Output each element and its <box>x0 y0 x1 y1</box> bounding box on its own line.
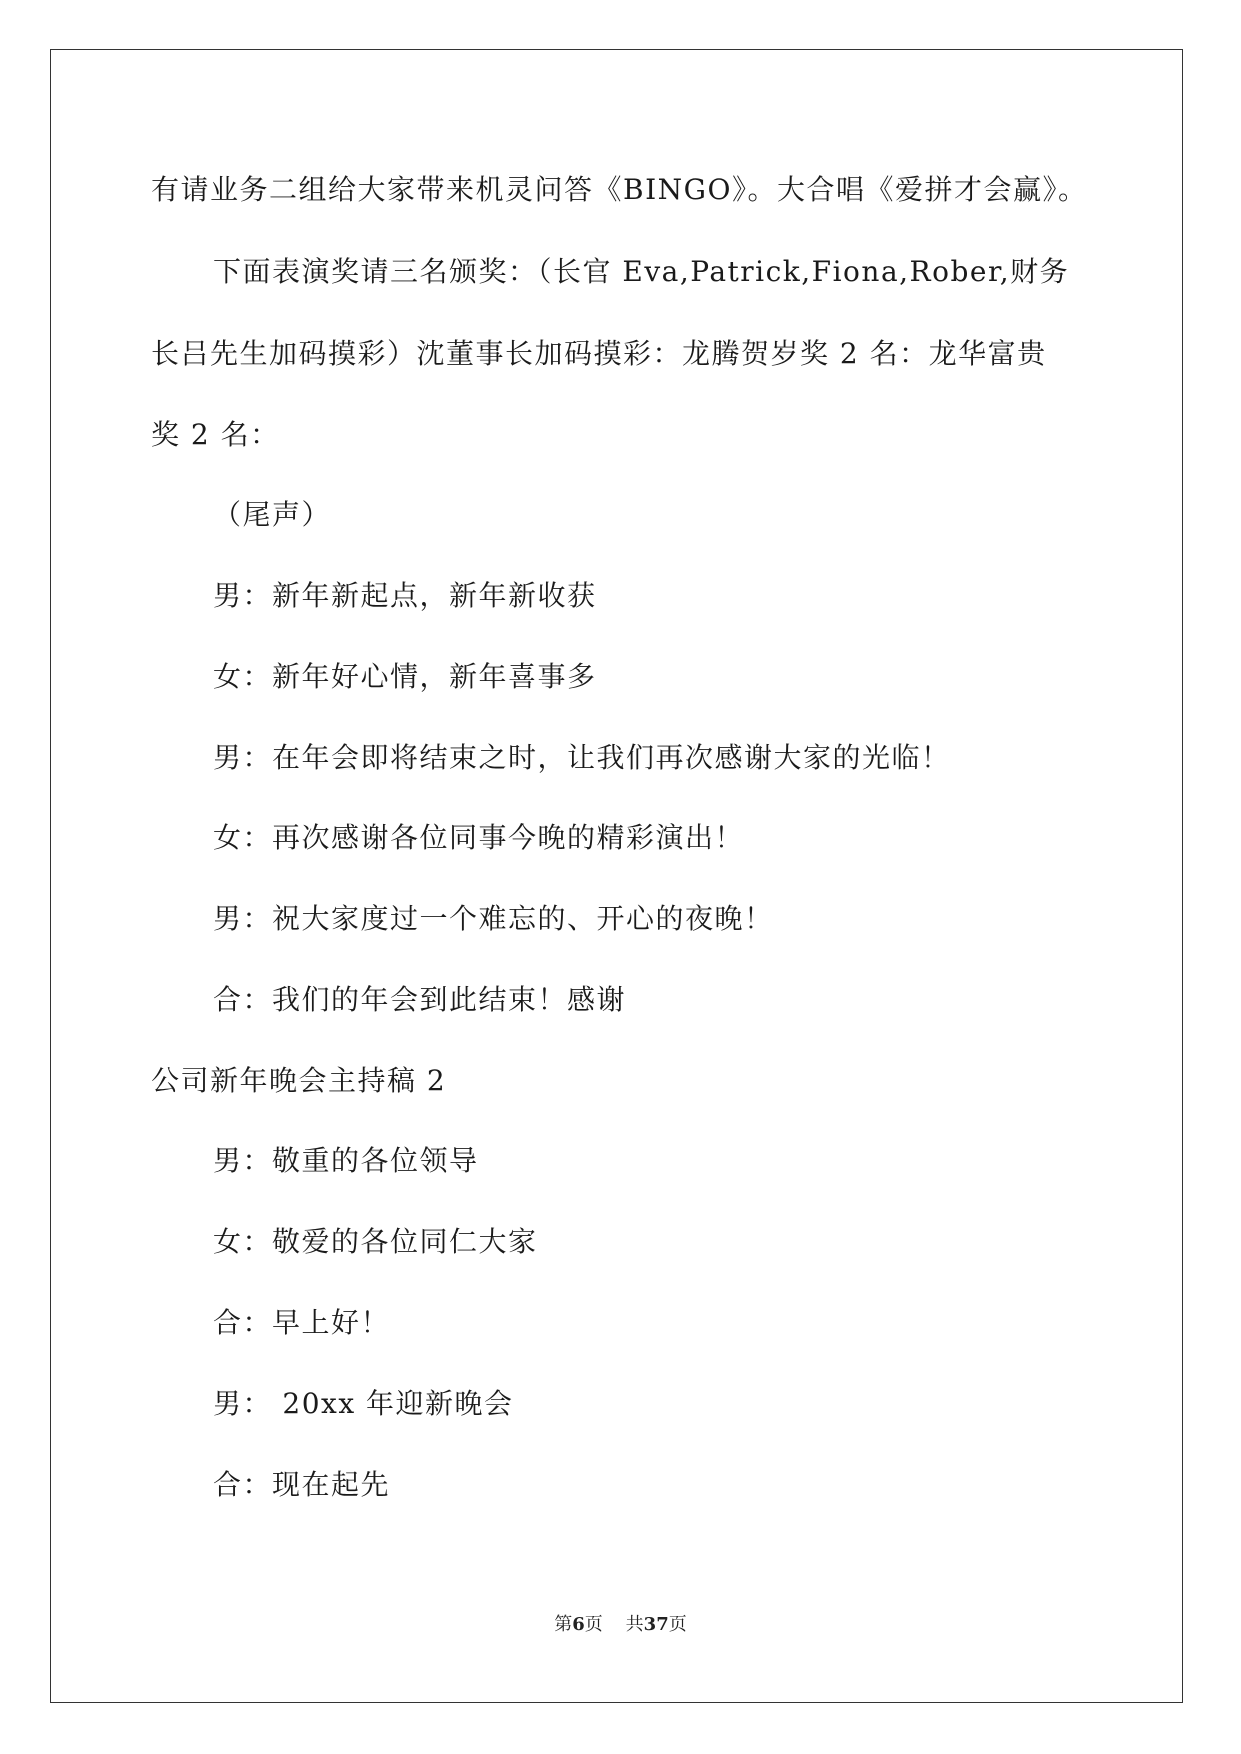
dialogue-line: 男：祝大家度过一个难忘的、开心的夜晚！ <box>213 902 774 935</box>
dialogue-line: 男：在年会即将结束之时，让我们再次感谢大家的光临！ <box>213 741 951 774</box>
dialogue-line: 男： 20xx 年迎新晚会 <box>213 1387 514 1420</box>
paragraph-line: 长吕先生加码摸彩）沈董事长加码摸彩：龙腾贺岁奖 2 名：龙华富贵 <box>151 337 1047 370</box>
footer-suffix: 页 <box>668 1614 687 1635</box>
dialogue-line: 女：新年好心情，新年喜事多 <box>213 660 597 693</box>
footer-prefix: 第 <box>554 1614 573 1635</box>
paragraph-line: 奖 2 名： <box>151 418 280 451</box>
dialogue-line: 女：敬爱的各位同仁大家 <box>213 1225 538 1258</box>
dialogue-line: 女：再次感谢各位同事今晚的精彩演出！ <box>213 821 745 854</box>
section-heading: 公司新年晚会主持稿 2 <box>151 1064 447 1097</box>
paragraph-line: 有请业务二组给大家带来机灵问答《BINGO》。大合唱《爱拼才会赢》。 <box>151 173 1088 206</box>
paragraph-line: 下面表演奖请三名颁奖：（长官 Eva,Patrick,Fiona,Rober,财务 <box>213 255 1070 288</box>
dialogue-line: 合：现在起先 <box>213 1468 391 1501</box>
dialogue-line: 男：新年新起点，新年新收获 <box>213 579 597 612</box>
footer-middle: 页 共 <box>584 1614 644 1635</box>
page-border <box>50 49 1183 1703</box>
dialogue-line: 男：敬重的各位领导 <box>213 1144 479 1177</box>
total-page-count: 37 <box>643 1614 669 1635</box>
current-page-number: 6 <box>572 1614 585 1635</box>
page-footer <box>0 1613 1241 1637</box>
dialogue-line: 合：我们的年会到此结束！感谢 <box>213 983 627 1016</box>
dialogue-line: 合：早上好！ <box>213 1306 391 1339</box>
paragraph-line: （尾声） <box>213 498 332 531</box>
